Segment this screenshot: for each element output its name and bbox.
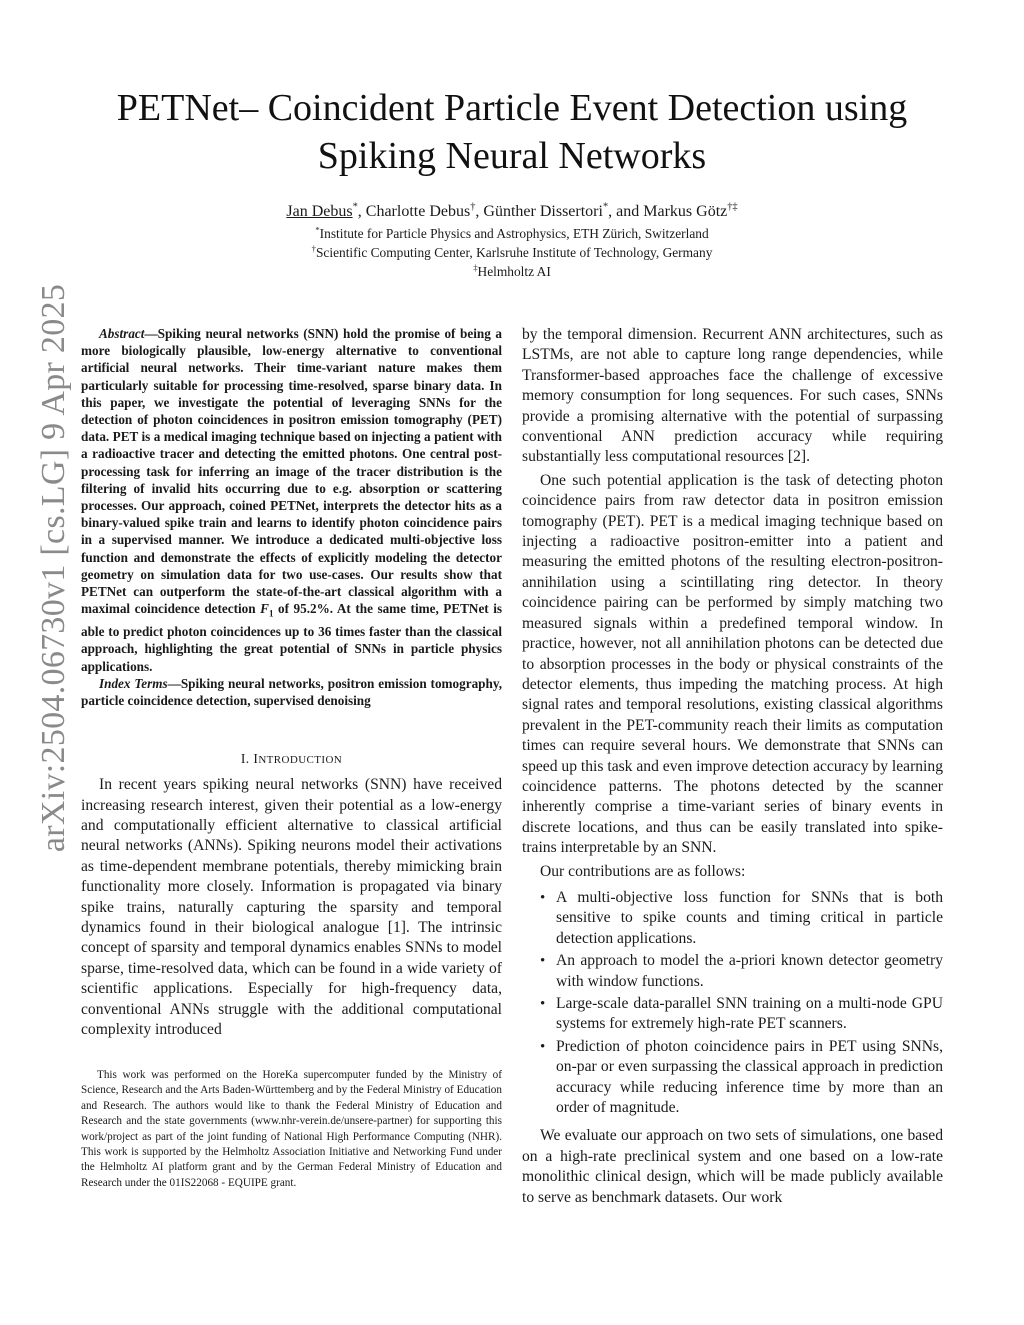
footnote-funding: This work was performed on the HoreKa supercomputer funded by the Ministry of Science, Research and the Arts Baden-Württemberg and by the Federal Ministry of Education and Research. The authors would like to thank the Federal Ministry of Education and Research and the state governments (www.nhr-verein.de/unsere-partner) for supporting this work/project as part of the joint funding of National High Performance Computing (NHR). This work is supported by the Helmholtz Association Initiative and Networking Fund under the Helmholtz AI platform grant and by the German Federal Ministry of Education and Research under the 01IS22068 - EQUIPE grant. xyxy=(81,1069,502,1189)
body-paragraph: One such potential application is the task of detecting photon coincidence pairs from raw detector data in positron emission tomography (PET). PET is a medical imaging technique based on injecting a radioactive positron-emitter into a patient and measuring the emitted photons of the resulting electron-positron-annihilation using a scintillating ring detector. In theory coincidence pairing can be performed by simply matching two measured signals within a predefined temporal window. In practice, however, not all annihilation photons can be detected due to absorption processes in the body or physical constraints of the detector elements, thus impeding the matching process. At high signal rates and temporal resolutions, existing classical algorithms prevalent in the PET-community reach their limits as computation times can require several hours. We demonstrate that SNNs can speed up this task and even improve detection accuracy by learning coincidence patterns. The photons detected by the scanner inherently comprise a time-variant series of binary events in discrete locations, and thus can be easily translated into spike-trains interpretable by an SNN. xyxy=(522,471,943,857)
body-paragraph: We evaluate our approach on two sets of simulations, one based on a high-rate preclinical system and one based on a low-rate monolithic clinical design, which will be made publicly available to serve as benchmark datasets. Our work xyxy=(522,1127,943,1206)
author-list: Jan Debus*, Charlotte Debus†, Günther Dissertori*, and Markus Götz†‡ xyxy=(286,201,738,220)
arxiv-identifier: arXiv:2504.06730v1 [cs.LG] 9 Apr 2025 xyxy=(35,283,72,853)
affiliation-helmholtz: ‡Helmholtz AI xyxy=(473,262,551,279)
list-item: • An approach to model the a-priori known detector geometry with window functions. xyxy=(522,951,943,992)
contributions-intro: Our contributions are as follows: xyxy=(540,862,746,880)
index-terms: Index Terms—Spiking neural networks, positron emission tomography, particle coincidence detection, supervised denoising xyxy=(81,675,502,708)
right-column xyxy=(522,325,943,1208)
contributions-list xyxy=(522,888,943,1118)
author-charlotte-debus: Charlotte Debus xyxy=(365,203,471,220)
list-item: • A multi-objective loss function for SNNs that is both sensitive to spike counts and timing critical in particle detection applications. xyxy=(522,888,943,949)
author-mark: †‡ xyxy=(727,201,738,213)
list-item: • Large-scale data-parallel SNN training on a multi-node GPU systems for extremely high-rate PET scanners. xyxy=(522,994,943,1035)
body-paragraph: by the temporal dimension. Recurrent ANN architectures, such as LSTMs, are not able to capture long range dependencies, while Transformer-based approaches face the challenge of excessive memory consumption for long sequences. For such cases, SNNs provide a promising alternative with the potential of surpassing conventional ANN prediction accuracy while requiring substantially less computational resources [2]. xyxy=(522,326,943,466)
list-item: • Prediction of photon coincidence pairs in PET using SNNs, on-par or even surpassing the classical approach in prediction accuracy while reducing inference time by more than an order of magnitude. xyxy=(522,1037,943,1119)
author-gunther-dissertori: Günther Dissertori xyxy=(483,203,603,220)
affiliation-eth: *Institute for Particle Physics and Astrophysics, ETH Zürich, Switzerland xyxy=(315,224,709,241)
section-heading-introduction: I. INTRODUCTION xyxy=(240,751,343,767)
author-mark: * xyxy=(352,201,358,213)
author-mark: † xyxy=(470,201,476,213)
paper-title: PETNet– Coincident Particle Event Detection using Spiking Neural Networks xyxy=(116,87,908,177)
abstract: Abstract—Spiking neural networks (SNN) hold the promise of being a more biologically plausible, low-energy alternative to conventional artificial neural networks. Their time-variant nature makes them particularly suitable for processing time-resolved, sparse binary data. In this paper, we investigate the potential of leveraging SNNs for the detection of photon coincidences in positron emission tomography (PET) data. PET is a medical imaging technique based on injecting a patient with a radioactive tracer and detecting the emitted photons. One central post-processing task for inferring an image of the tracer distribution is the filtering of invalid hits occurring due to e.g. absorption or scattering processes. Our approach, coined PETNet, interprets the detector hits as a binary-valued spike train and learns to identify photon coincidence pairs in a supervised manner. We introduce a dedicated multi-objective loss function and demonstrate the effects of explicitly modeling the detector geometry on simulation data for two use-cases. Our results show that PETNet can outperform the state-of-the-art classical algorithm with a maximal coincidence detection $F_1$ of 95.2%. At the same time, PETNet is able to predict photon coincidences up to 36 times faster than the classical approach, highlighting the great potential of SNNs in particle physics applications. xyxy=(81,326,503,674)
intro-paragraph: In recent years spiking neural networks (SNN) have received increasing research interest, given their potential as a low-energy and computationally efficient alternative to classical artificial neural networks (ANNs). Spiking neurons model their activations as time-dependent membrane potentials, thereby mimicking brain functionality more closely. Information is propagated via binary spike trains, naturally capturing the sparsity and temporal dynamics found in their biological analogue [1]. The intrinsic concept of sparsity and temporal dynamics enables SNNs to model sparse, time-resolved data, which can be found in a wide variety of scientific applications. Especially for high-frequency data, conventional ANNs struggle with the additional computational complexity introduced xyxy=(81,776,502,1038)
affiliations xyxy=(62,224,962,281)
left-column xyxy=(81,325,502,1040)
author-jan-debus[interactable]: Jan Debus xyxy=(286,203,353,220)
affiliation-kit: †Scientific Computing Center, Karlsruhe Institute of Technology, Germany xyxy=(311,243,713,260)
author-markus-gotz: Markus Götz xyxy=(643,203,728,220)
author-mark: * xyxy=(602,201,609,213)
